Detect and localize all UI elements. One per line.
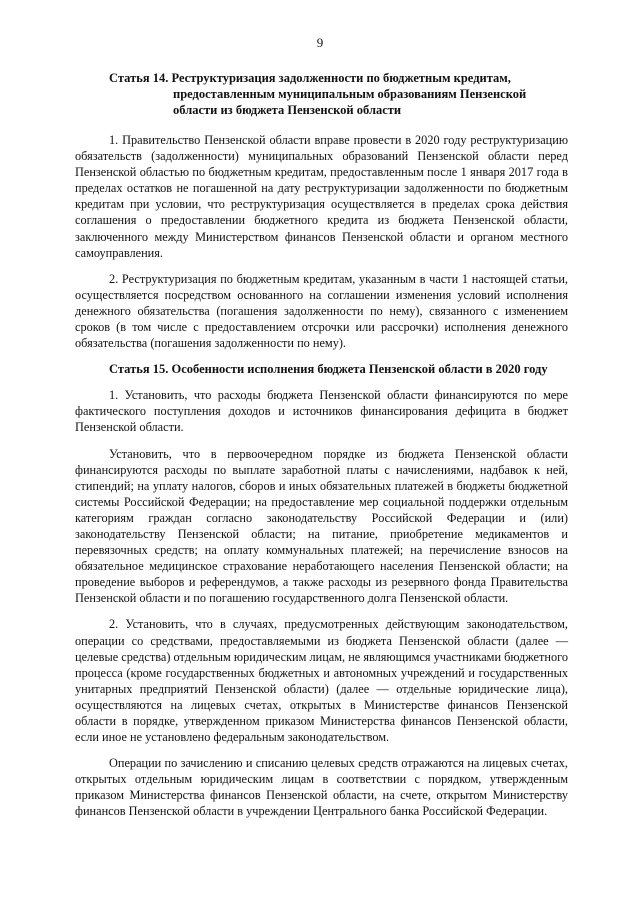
article-15-body (75, 387, 568, 819)
article-14-title-line3: области из бюджета Пензенской области (173, 103, 402, 117)
article-14-title-line2: предоставленным муниципальным образованиям Пензенской (173, 87, 527, 101)
article-15-paragraph-3: 2. Установить, что в случаях, предусмотренных действующим законодательством, операции со средствами, предоставляемыми из бюджета Пензенской области (далее — целевые средства) отдельным юридическим лицам, не являющимся участниками бюджетного процесса (кроме государственных бюджетных и автономных учреждений и государственных унитарных предприятий Пензенской области) (далее — отдельные юридические лица), осуществляются на лицевых счетах, открытых в Министерстве финансов Пензенской области в порядке, утвержденном приказом Министерства финансов Пензенской области, если иное не установлено федеральным законодательством. (75, 617, 568, 745)
article-15-paragraph-1: 1. Установить, что расходы бюджета Пензенской области финансируются по мере фактического поступления доходов и источников финансирования дефицита в бюджет Пензенской области. (75, 388, 568, 435)
article-14-paragraph-2: 2. Реструктуризация по бюджетным кредитам, указанным в части 1 настоящей статьи, осуществляется посредством основанного на соглашении изменения условий исполнения денежного обязательства (погашения задолженности по нему), связанного с изменением сроков (в том числе с предоставлением отсрочки или рассрочки) исполнения денежного обязательства (погашения задолженности по нему). (75, 271, 568, 351)
article-14-body (75, 132, 568, 351)
article-15-paragraph-4: Операции по зачислению и списанию целевых средств отражаются на лицевых счетах, открытых отдельным юридическим лицам в соответствии с порядком, утвержденным приказом Министерства финансов Пензенской области, на счете, открытом Министерству финансов Пензенской области в учреждении Центрального банка Российской Федерации. (75, 756, 568, 819)
document-body (75, 70, 568, 830)
article-14-paragraph-1: 1. Правительство Пензенской области вправе провести в 2020 году реструктуризацию обязательств (задолженности) муниципальных образований Пензенской области перед Пензенской областью по бюджетным кредитам, предоставленным после 1 января 2017 года в пределах остатков не погашенной на дату реструктуризации задолженности по бюджетным кредитам при условии, что реструктуризация осуществляется в пределах срока действия соглашения о предоставлении бюджетного кредита из бюджета Пензенской области, заключенного между Министерством финансов Пензенской области и органом местного самоуправления. (75, 133, 568, 260)
page-number: 9 (316, 35, 324, 50)
article-14-title-line1: Статья 14. Реструктуризация задолженности по бюджетным кредитам, (109, 71, 511, 85)
article-14-title (75, 70, 568, 118)
article-15-paragraph-2: Установить, что в первоочередном порядке из бюджета Пензенской области финансируются расходы по выплате заработной платы с начислениями, надбавок к ней, стипендий; на уплату налогов, сборов и иных обязательных платежей в бюджеты бюджетной системы Российской Федерации; на предоставление мер социальной поддержки отдельным категориям граждан согласно законодательству Российской Федерации и (или) законодательству Пензенской области; на питание, приобретение медикаментов и перевязочных средств; на оплату коммунальных платежей; на перечисление взносов на обязательное медицинское страхование неработающего населения Пензенской области; на проведение выборов и референдумов, а также расходы из резервного фонда Правительства Пензенской области и по погашению государственного долга Пензенской области. (75, 446, 568, 606)
article-15-title: Статья 15. Особенности исполнения бюджета Пензенской области в 2020 году (109, 362, 548, 377)
